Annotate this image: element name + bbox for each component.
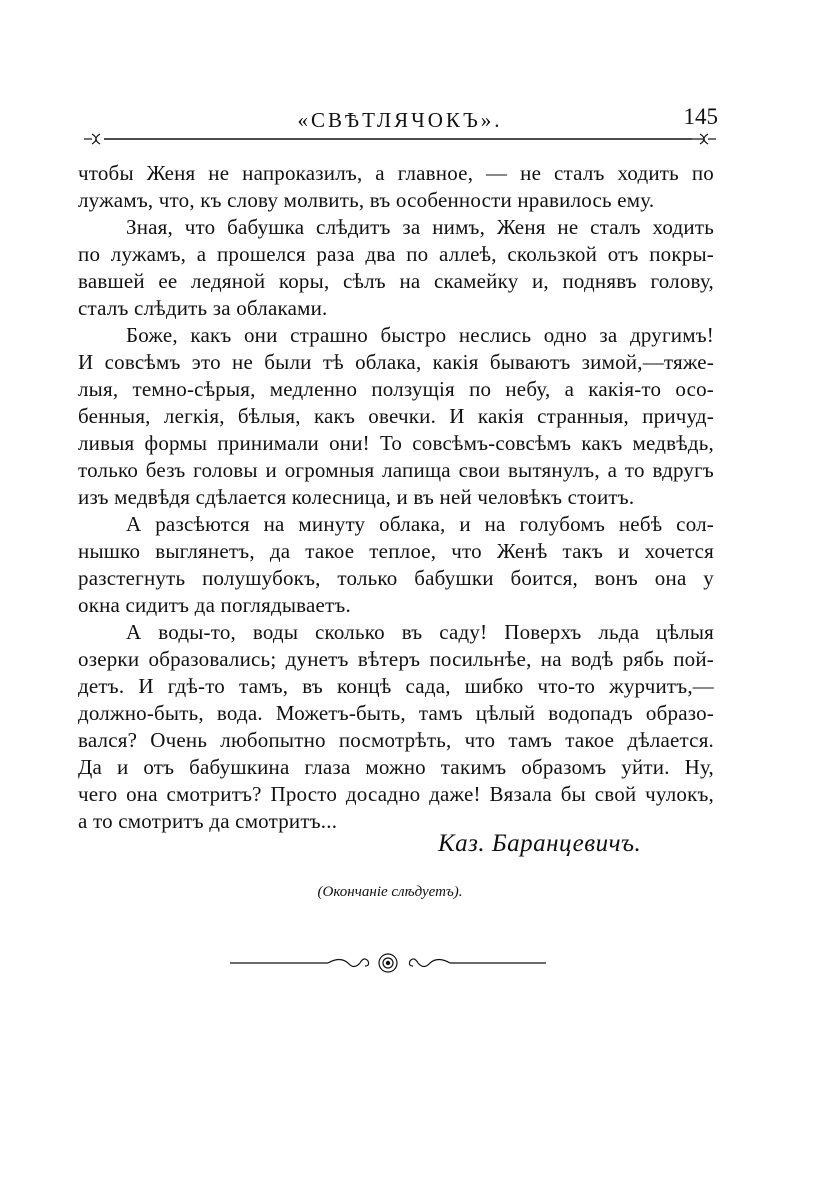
- text-line: окна сидитъ да поглядываетъ.: [78, 593, 351, 617]
- text-line: лыя, темно-сѣрыя, медленно ползущія по небу, а какія-то осо-: [78, 377, 714, 401]
- text-line: вался? Очень любопытно посмотрѣть, что тамъ такое дѣлается.: [78, 728, 714, 752]
- header-ornamental-rule: [80, 130, 720, 148]
- text-line: нышко выглянетъ, да такое теплое, что Женѣ такъ и хочется: [78, 539, 714, 563]
- text-line: вавшей ее ледяной коры, сѣлъ на скамейку и, поднявъ голову,: [78, 269, 714, 293]
- text-line: А разсѣются на минуту облака, и на голубомъ небѣ сол-: [126, 512, 714, 536]
- page-number: 145: [683, 104, 718, 129]
- text-line: по лужамъ, а прошелся раза два по аллеѣ, скользкой отъ покры-: [78, 242, 714, 266]
- author-signature: Каз. Баранцевичъ.: [438, 830, 642, 857]
- text-line: ливыя формы принимали они! То совсѣмъ-совсѣмъ какъ медвѣдь,: [78, 431, 714, 455]
- text-line: бенныя, легкія, бѣлыя, какъ овечки. И какія странныя, причуд-: [78, 404, 714, 428]
- text-line: сталъ слѣдить за облаками.: [78, 296, 328, 320]
- text-line: детъ. И гдѣ-то тамъ, въ концѣ сада, шибко что-то журчитъ,—: [78, 674, 714, 698]
- text-line: лужамъ, что, къ слову молвить, въ особенности нравилось ему.: [78, 188, 655, 212]
- text-line: только безъ головы и огромныя лапища свои вытянулъ, а то вдругъ: [78, 458, 714, 482]
- text-line: И совсѣмъ это не были тѣ облака, какія бываютъ зимой,—тяже-: [78, 350, 714, 374]
- text-line: Зная, что бабушка слѣдитъ за нимъ, Женя не сталъ ходить: [126, 215, 714, 239]
- body-text: [78, 160, 714, 835]
- running-title: «СВѢТЛЯЧОКЪ».: [297, 108, 503, 132]
- continuation-note: (Окончаніе слѣдуетъ).: [317, 884, 463, 900]
- text-line: должно-быть, вода. Можетъ-быть, тамъ цѣлый водопадъ образо-: [78, 701, 714, 725]
- text-line: озерки образовались; дунетъ вѣтеръ посильнѣе, на водѣ рябь пой-: [78, 647, 714, 671]
- text-line: изъ медвѣдя сдѣлается колесница, и въ ней человѣкъ стоитъ.: [78, 485, 635, 509]
- text-line: разстегнуть полушубокъ, только бабушки боится, вонъ она у: [78, 566, 714, 590]
- text-line: а то смотритъ да смотритъ...: [78, 809, 338, 833]
- text-line: чего она смотритъ? Просто досадно даже! Вязала бы свой чулокъ,: [78, 782, 714, 806]
- text-line: чтобы Женя не напроказилъ, а главное, — не сталъ ходить по: [78, 161, 714, 185]
- text-line: Боже, какъ они страшно быстро неслись одно за другимъ!: [126, 323, 714, 347]
- text-line: А воды-то, воды сколько въ саду! Поверхъ льда цѣлыя: [126, 620, 714, 644]
- ornamental-tailpiece: [228, 948, 548, 978]
- text-line: Да и отъ бабушкина глаза можно такимъ образомъ уйти. Ну,: [78, 755, 714, 779]
